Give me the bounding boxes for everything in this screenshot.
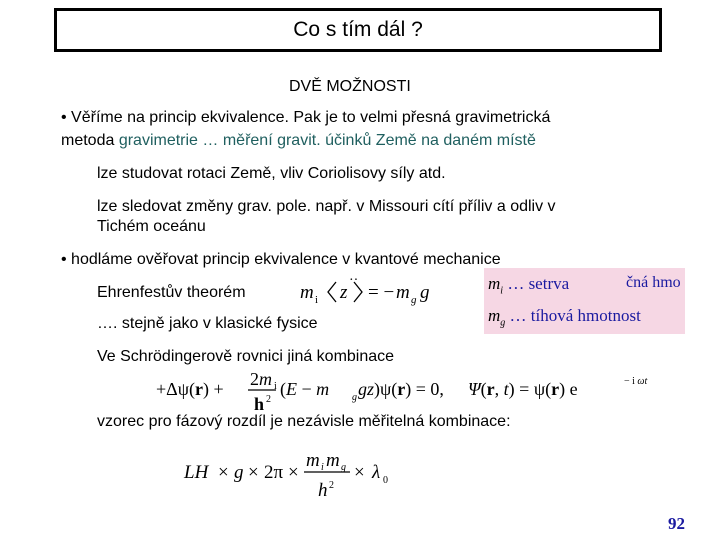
svg-text:×: ×: [288, 462, 299, 483]
svg-text:h: h: [254, 394, 265, 414]
svg-text:×: ×: [354, 462, 365, 483]
inertial-mass-row: [488, 274, 681, 297]
gravitational-mass-symbol: $m_g$: [488, 306, 506, 329]
sub-point-tides-line2: Tichém oceánu: [97, 218, 206, 235]
svg-text:z: z: [340, 282, 348, 303]
svg-text:g: g: [341, 462, 346, 473]
svg-text:g: g: [411, 294, 417, 306]
svg-text:m: m: [300, 282, 314, 303]
svg-text:= −: = −: [368, 282, 395, 303]
svg-text:gz)ψ(r) = 0,: gz)ψ(r) = 0,: [358, 379, 444, 399]
schrodinger-equation: [150, 366, 710, 416]
inertial-mass-label-tail: čná hmo: [626, 274, 681, 291]
classical-note: …. stejně jako v klasické fysice: [97, 315, 318, 332]
svg-text:g: g: [234, 462, 244, 483]
svg-text:×: ×: [248, 462, 259, 483]
sub-point-tides-line1: lze sledovat změny grav. pole. např. v Missouri cítí příliv a odliv v: [97, 198, 556, 215]
svg-text:g: g: [420, 282, 430, 303]
svg-text:m: m: [396, 282, 410, 303]
bullet1-line2-prefix: metoda: [61, 132, 119, 149]
gravitational-mass-row: [488, 306, 641, 328]
svg-text:0: 0: [383, 475, 388, 486]
svg-text:×: ×: [218, 462, 229, 483]
svg-text:+Δψ(r) +: +Δψ(r) +: [156, 379, 224, 399]
mass-definitions-box: [484, 268, 685, 334]
svg-text:m: m: [306, 450, 320, 471]
sub-point-rotation: lze studovat rotaci Země, vliv Coriolisovy síly atd.: [97, 165, 446, 182]
svg-text:− i ωt: − i ωt: [624, 376, 648, 387]
title-box: [54, 8, 662, 52]
bullet1-line2: [61, 131, 536, 151]
inertial-mass-symbol: $m_i$: [488, 274, 504, 297]
ehrenfest-label: Ehrenfestův theorém: [97, 284, 246, 301]
svg-text:··: ··: [349, 274, 359, 288]
bullet1-line1: • Věříme na princip ekvivalence. Pak je to velmi přesná gravimetrická: [61, 109, 551, 126]
subtitle: DVĚ MOŽNOSTI: [289, 78, 411, 95]
svg-text:2: 2: [266, 394, 271, 405]
svg-text:LH: LH: [184, 462, 209, 483]
inertial-mass-label: … setrva: [507, 274, 570, 293]
svg-text:m: m: [326, 450, 340, 471]
svg-text:2m: 2m: [250, 369, 272, 389]
ehrenfest-equation: [296, 274, 446, 310]
svg-text:λ: λ: [372, 462, 381, 483]
gravitational-mass-label: … tíhová hmotnost: [509, 306, 641, 325]
slide-number: 92: [668, 514, 685, 533]
svg-text:g: g: [352, 392, 357, 403]
bullet2: • hodláme ověřovat princip ekvivalence v kvantové mechanice: [61, 251, 501, 268]
phase-formula-label: vzorec pro fázový rozdíl je nezávisle měřitelná kombinace:: [97, 413, 511, 430]
svg-text:i: i: [315, 294, 319, 306]
schrodinger-label: Ve Schrödingerově rovnici jiná kombinace: [97, 348, 395, 365]
svg-text:h: h: [318, 480, 328, 501]
svg-text:i: i: [321, 462, 324, 473]
svg-text:Ψ(r, t) = ψ(r) e: Ψ(r, t) = ψ(r) e: [468, 379, 578, 399]
phase-formula: [180, 444, 410, 502]
svg-text:(E − m: (E − m: [280, 379, 330, 399]
bullet1-highlight: gravimetrie … měření gravit. účinků Země na daném místě: [118, 132, 536, 149]
svg-text:i: i: [274, 381, 277, 392]
svg-text:2: 2: [329, 480, 334, 491]
svg-text:2π: 2π: [264, 462, 284, 483]
slide-title: Co s tím dál ?: [293, 18, 423, 41]
